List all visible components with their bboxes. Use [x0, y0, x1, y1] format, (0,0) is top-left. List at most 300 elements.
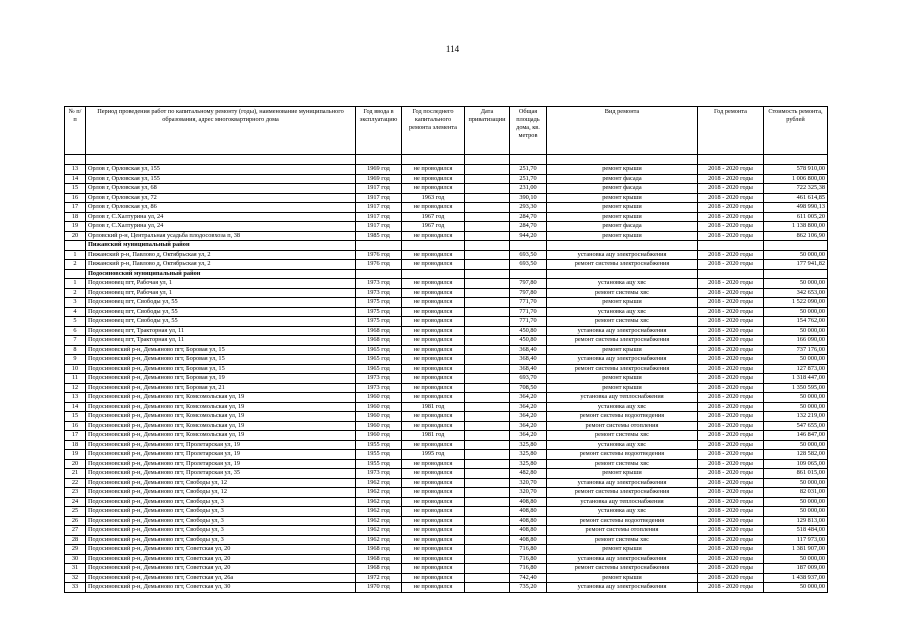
- header-spacer-row: [65, 155, 828, 165]
- cell-num: 20: [65, 231, 86, 241]
- cell-address: Подосиновский р-н, Демьяново пгт, Свободы ул, 3: [86, 516, 356, 526]
- cell-repair-type: установка ацу хвс: [547, 440, 698, 450]
- cell-repair-years: 2018 - 2020 годы: [698, 393, 764, 403]
- cell-privatization: [465, 507, 510, 517]
- cell-privatization: [465, 431, 510, 441]
- cell-last-repair: не проводился: [402, 326, 465, 336]
- cell-repair-years: 2018 - 2020 годы: [698, 374, 764, 384]
- cell-year-built: 1960 год: [356, 412, 402, 422]
- cell-last-repair: не проводился: [402, 383, 465, 393]
- cell-repair-years: 2018 - 2020 годы: [698, 450, 764, 460]
- cell-area: 364,20: [510, 431, 547, 441]
- table-row: [65, 260, 828, 270]
- cell-address: Орлов г, Орловская ул, 155: [86, 165, 356, 175]
- cell-cost: 50 000,00: [764, 355, 828, 365]
- cell-privatization: [465, 526, 510, 536]
- cell-privatization: [465, 212, 510, 222]
- cell-address: Подосиновец пгт, Свободы ул, 55: [86, 317, 356, 327]
- cell-last-repair: не проводился: [402, 478, 465, 488]
- cell-area: 797,80: [510, 288, 547, 298]
- cell-cost: 861 015,00: [764, 469, 828, 479]
- header-cost: Стоимость ремонта, рублей: [764, 107, 828, 155]
- cell-repair-type: ремонт крыши: [547, 573, 698, 583]
- cell-num: 9: [65, 355, 86, 365]
- cell-num: 26: [65, 516, 86, 526]
- cell-cost: 50 000,00: [764, 326, 828, 336]
- cell-last-repair: не проводился: [402, 184, 465, 194]
- cell-num: 2: [65, 288, 86, 298]
- cell-area: 364,20: [510, 412, 547, 422]
- cell-repair-years: 2018 - 2020 годы: [698, 336, 764, 346]
- cell-address: Подосиновский р-н, Демьяново пгт, Советская ул, 20: [86, 554, 356, 564]
- cell-privatization: [465, 516, 510, 526]
- cell-repair-type: ремонт фасада: [547, 222, 698, 232]
- table-row: [65, 459, 828, 469]
- cell-num: 12: [65, 383, 86, 393]
- section-empty-cell: [402, 269, 465, 279]
- cell-repair-type: ремонт системы электроснабжения: [547, 364, 698, 374]
- cell-repair-years: 2018 - 2020 годы: [698, 469, 764, 479]
- cell-privatization: [465, 440, 510, 450]
- cell-repair-type: ремонт крыши: [547, 374, 698, 384]
- cell-repair-years: 2018 - 2020 годы: [698, 421, 764, 431]
- cell-num: 22: [65, 478, 86, 488]
- header-area: Общая площадь дома, кв. метров: [510, 107, 547, 155]
- cell-repair-years: 2018 - 2020 годы: [698, 412, 764, 422]
- cell-num: 15: [65, 412, 86, 422]
- cell-cost: 177 941,82: [764, 260, 828, 270]
- cell-year-built: 1955 год: [356, 440, 402, 450]
- cell-repair-years: 2018 - 2020 годы: [698, 459, 764, 469]
- cell-cost: 132 219,00: [764, 412, 828, 422]
- cell-year-built: 1969 год: [356, 165, 402, 175]
- cell-repair-years: 2018 - 2020 годы: [698, 564, 764, 574]
- cell-area: 325,80: [510, 459, 547, 469]
- cell-cost: 146 847,00: [764, 431, 828, 441]
- cell-last-repair: не проводился: [402, 421, 465, 431]
- cell-repair-type: ремонт крыши: [547, 469, 698, 479]
- cell-area: 797,80: [510, 279, 547, 289]
- cell-num: 31: [65, 564, 86, 574]
- section-spacer-cell: [65, 269, 86, 279]
- cell-area: 368,40: [510, 364, 547, 374]
- cell-privatization: [465, 393, 510, 403]
- cell-year-built: 1962 год: [356, 516, 402, 526]
- table-row: [65, 402, 828, 412]
- cell-last-repair: не проводился: [402, 497, 465, 507]
- cell-last-repair: не проводился: [402, 459, 465, 469]
- cell-repair-years: 2018 - 2020 годы: [698, 298, 764, 308]
- cell-area: 708,50: [510, 383, 547, 393]
- cell-address: Подосиновский р-н, Демьяново пгт, Пролетарская ул, 35: [86, 469, 356, 479]
- header-num: № п/п: [65, 107, 86, 155]
- section-empty-cell: [547, 269, 698, 279]
- cell-cost: 50 000,00: [764, 583, 828, 593]
- header-row: [65, 107, 828, 155]
- cell-area: 482,80: [510, 469, 547, 479]
- cell-cost: 187 009,00: [764, 564, 828, 574]
- cell-area: 368,40: [510, 355, 547, 365]
- cell-repair-years: 2018 - 2020 годы: [698, 535, 764, 545]
- cell-repair-years: 2018 - 2020 годы: [698, 345, 764, 355]
- cell-privatization: [465, 307, 510, 317]
- cell-last-repair: не проводился: [402, 260, 465, 270]
- cell-privatization: [465, 288, 510, 298]
- cell-num: 7: [65, 336, 86, 346]
- cell-privatization: [465, 450, 510, 460]
- cell-repair-type: ремонт системы отопления: [547, 421, 698, 431]
- cell-repair-type: установка ацу электроснабжения: [547, 554, 698, 564]
- cell-area: 364,20: [510, 393, 547, 403]
- cell-cost: 1 318 447,00: [764, 374, 828, 384]
- table-row: [65, 288, 828, 298]
- cell-last-repair: не проводился: [402, 507, 465, 517]
- cell-area: 735,20: [510, 583, 547, 593]
- header-address: Период проведения работ по капитальному ремонту (годы), наименование муниципального образования, адрес многоквартирного дома: [86, 107, 356, 155]
- cell-last-repair: не проводился: [402, 573, 465, 583]
- cell-area: 293,30: [510, 203, 547, 213]
- header-repair-years: Год ремонта: [698, 107, 764, 155]
- cell-privatization: [465, 564, 510, 574]
- cell-num: 32: [65, 573, 86, 583]
- cell-address: Подосиновский р-н, Демьяново пгт, Советская ул, 20: [86, 545, 356, 555]
- cell-cost: 1 350 595,00: [764, 383, 828, 393]
- cell-repair-type: ремонт крыши: [547, 193, 698, 203]
- header-year-built: Год ввода в эксплуатацию: [356, 107, 402, 155]
- section-empty-cell: [698, 269, 764, 279]
- cell-privatization: [465, 184, 510, 194]
- cell-year-built: 1969 год: [356, 174, 402, 184]
- cell-year-built: 1973 год: [356, 469, 402, 479]
- cell-cost: 82 031,00: [764, 488, 828, 498]
- cell-address: Подосиновский р-н, Демьяново пгт, Советская ул, 26а: [86, 573, 356, 583]
- table-row: [65, 336, 828, 346]
- cell-area: 716,80: [510, 545, 547, 555]
- cell-cost: 50 000,00: [764, 440, 828, 450]
- cell-cost: 518 484,00: [764, 526, 828, 536]
- cell-repair-type: установка ацу электроснабжения: [547, 583, 698, 593]
- cell-cost: 109 065,00: [764, 459, 828, 469]
- cell-cost: 166 090,00: [764, 336, 828, 346]
- cell-repair-type: ремонт системы водоотведения: [547, 450, 698, 460]
- cell-area: 284,70: [510, 222, 547, 232]
- cell-year-built: 1960 год: [356, 421, 402, 431]
- table-row: [65, 564, 828, 574]
- cell-last-repair: 1981 год: [402, 431, 465, 441]
- cell-year-built: 1965 год: [356, 345, 402, 355]
- cell-repair-type: установка ацу хвс: [547, 507, 698, 517]
- cell-num: 2: [65, 260, 86, 270]
- table-row: [65, 307, 828, 317]
- cell-area: 693,70: [510, 374, 547, 384]
- cell-num: 1: [65, 279, 86, 289]
- section-row: [65, 269, 828, 279]
- cell-year-built: 1960 год: [356, 402, 402, 412]
- table-row: [65, 355, 828, 365]
- cell-last-repair: не проводился: [402, 231, 465, 241]
- section-row: [65, 241, 828, 251]
- cell-year-built: 1968 год: [356, 326, 402, 336]
- cell-repair-type: установка ацу электроснабжения: [547, 250, 698, 260]
- cell-last-repair: не проводился: [402, 307, 465, 317]
- cell-area: 284,70: [510, 212, 547, 222]
- cell-privatization: [465, 298, 510, 308]
- cell-year-built: 1975 год: [356, 317, 402, 327]
- cell-num: 13: [65, 165, 86, 175]
- cell-last-repair: не проводился: [402, 203, 465, 213]
- table-row: [65, 535, 828, 545]
- cell-privatization: [465, 488, 510, 498]
- cell-last-repair: не проводился: [402, 250, 465, 260]
- cell-num: 14: [65, 174, 86, 184]
- cell-num: 10: [65, 364, 86, 374]
- cell-area: 408,80: [510, 507, 547, 517]
- cell-address: Орлов г, Орловская ул, 72: [86, 193, 356, 203]
- cell-year-built: 1985 год: [356, 231, 402, 241]
- cell-address: Орлов г, С.Халтурина ул, 24: [86, 222, 356, 232]
- table-row: [65, 317, 828, 327]
- cell-privatization: [465, 279, 510, 289]
- table-row: [65, 431, 828, 441]
- table-row: [65, 279, 828, 289]
- cell-address: Подосиновец пгт, Рабочая ул, 1: [86, 288, 356, 298]
- cell-area: 408,80: [510, 526, 547, 536]
- cell-area: 364,20: [510, 402, 547, 412]
- cell-repair-years: 2018 - 2020 годы: [698, 583, 764, 593]
- cell-last-repair: не проводился: [402, 364, 465, 374]
- cell-privatization: [465, 412, 510, 422]
- cell-repair-years: 2018 - 2020 годы: [698, 383, 764, 393]
- cell-repair-years: 2018 - 2020 годы: [698, 488, 764, 498]
- cell-last-repair: не проводился: [402, 345, 465, 355]
- cell-repair-years: 2018 - 2020 годы: [698, 431, 764, 441]
- cell-repair-years: 2018 - 2020 годы: [698, 193, 764, 203]
- page-number: 114: [445, 44, 460, 54]
- cell-repair-type: ремонт крыши: [547, 231, 698, 241]
- cell-last-repair: не проводился: [402, 535, 465, 545]
- cell-address: Подосиновский р-н, Демьяново пгт, Комсомольская ул, 19: [86, 402, 356, 412]
- section-empty-cell: [764, 241, 828, 251]
- section-title: Пижанский муниципальный район: [86, 241, 356, 251]
- cell-num: 20: [65, 459, 86, 469]
- cell-privatization: [465, 222, 510, 232]
- cell-cost: 50 000,00: [764, 279, 828, 289]
- cell-num: 15: [65, 184, 86, 194]
- cell-address: Подосиновский р-н, Демьяново пгт, Комсомольская ул, 19: [86, 412, 356, 422]
- cell-area: 320,70: [510, 488, 547, 498]
- table-row: [65, 374, 828, 384]
- cell-area: 742,40: [510, 573, 547, 583]
- cell-privatization: [465, 193, 510, 203]
- cell-year-built: 1960 год: [356, 393, 402, 403]
- header-last-repair: Год последнего капитального ремонта элемента: [402, 107, 465, 155]
- cell-privatization: [465, 260, 510, 270]
- cell-privatization: [465, 497, 510, 507]
- cell-repair-type: ремонт крыши: [547, 212, 698, 222]
- table-row: [65, 203, 828, 213]
- cell-last-repair: 1981 год: [402, 402, 465, 412]
- cell-repair-years: 2018 - 2020 годы: [698, 355, 764, 365]
- cell-year-built: 1965 год: [356, 364, 402, 374]
- cell-area: 944,20: [510, 231, 547, 241]
- cell-area: 251,70: [510, 174, 547, 184]
- cell-last-repair: 1967 год: [402, 212, 465, 222]
- cell-privatization: [465, 231, 510, 241]
- cell-area: 231,00: [510, 184, 547, 194]
- cell-cost: 50 000,00: [764, 507, 828, 517]
- cell-privatization: [465, 402, 510, 412]
- cell-year-built: 1973 год: [356, 279, 402, 289]
- cell-repair-years: 2018 - 2020 годы: [698, 545, 764, 555]
- cell-address: Подосиновский р-н, Демьяново пгт, Комсомольская ул, 19: [86, 421, 356, 431]
- cell-repair-type: ремонт крыши: [547, 345, 698, 355]
- cell-privatization: [465, 174, 510, 184]
- cell-address: Подосиновский р-н, Демьяново пгт, Свободы ул, 12: [86, 488, 356, 498]
- cell-area: 716,80: [510, 564, 547, 574]
- cell-year-built: 1970 год: [356, 583, 402, 593]
- cell-address: Орлов г, Орловская ул, 68: [86, 184, 356, 194]
- cell-last-repair: не проводился: [402, 393, 465, 403]
- table-row: [65, 412, 828, 422]
- cell-year-built: 1955 год: [356, 459, 402, 469]
- cell-year-built: 1960 год: [356, 431, 402, 441]
- cell-last-repair: не проводился: [402, 488, 465, 498]
- cell-num: 27: [65, 526, 86, 536]
- cell-cost: 1 006 800,00: [764, 174, 828, 184]
- cell-area: 771,70: [510, 317, 547, 327]
- cell-repair-years: 2018 - 2020 годы: [698, 478, 764, 488]
- cell-year-built: 1965 год: [356, 355, 402, 365]
- cell-privatization: [465, 478, 510, 488]
- table-row: [65, 193, 828, 203]
- cell-num: 29: [65, 545, 86, 555]
- repair-registry-table: [64, 106, 828, 593]
- cell-address: Подосиновский р-н, Демьяново пгт, Свободы ул, 3: [86, 535, 356, 545]
- cell-cost: 578 910,00: [764, 165, 828, 175]
- cell-address: Подосиновский р-н, Демьяново пгт, Боровая ул, 15: [86, 364, 356, 374]
- cell-num: 13: [65, 393, 86, 403]
- section-empty-cell: [356, 241, 402, 251]
- cell-year-built: 1968 год: [356, 564, 402, 574]
- cell-repair-type: ремонт системы электроснабжения: [547, 260, 698, 270]
- cell-privatization: [465, 374, 510, 384]
- cell-cost: 117 973,00: [764, 535, 828, 545]
- cell-cost: 50 000,00: [764, 250, 828, 260]
- cell-repair-type: ремонт системы водоотведения: [547, 516, 698, 526]
- table-row: [65, 184, 828, 194]
- section-empty-cell: [698, 241, 764, 251]
- cell-last-repair: не проводился: [402, 469, 465, 479]
- header-repair-type: Вид ремонта: [547, 107, 698, 155]
- table-row: [65, 165, 828, 175]
- table-row: [65, 174, 828, 184]
- cell-area: 390,10: [510, 193, 547, 203]
- table-row: [65, 573, 828, 583]
- cell-repair-years: 2018 - 2020 годы: [698, 554, 764, 564]
- table-row: [65, 326, 828, 336]
- cell-repair-type: ремонт системы электроснабжения: [547, 564, 698, 574]
- cell-area: 364,20: [510, 421, 547, 431]
- cell-last-repair: не проводился: [402, 554, 465, 564]
- cell-address: Орлов г, Орловская ул, 86: [86, 203, 356, 213]
- section-empty-cell: [465, 241, 510, 251]
- cell-repair-type: ремонт крыши: [547, 298, 698, 308]
- cell-privatization: [465, 573, 510, 583]
- cell-last-repair: не проводился: [402, 279, 465, 289]
- cell-area: 325,80: [510, 440, 547, 450]
- cell-area: 693,50: [510, 260, 547, 270]
- cell-repair-years: 2018 - 2020 годы: [698, 174, 764, 184]
- cell-repair-type: ремонт крыши: [547, 545, 698, 555]
- table-row: [65, 507, 828, 517]
- cell-year-built: 1917 год: [356, 203, 402, 213]
- cell-repair-years: 2018 - 2020 годы: [698, 307, 764, 317]
- cell-privatization: [465, 535, 510, 545]
- cell-cost: 50 000,00: [764, 497, 828, 507]
- cell-year-built: 1917 год: [356, 222, 402, 232]
- cell-cost: 1 138 800,00: [764, 222, 828, 232]
- cell-year-built: 1962 год: [356, 526, 402, 536]
- table-row: [65, 497, 828, 507]
- cell-repair-years: 2018 - 2020 годы: [698, 507, 764, 517]
- cell-address: Подосиновский р-н, Демьяново пгт, Комсомольская ул, 19: [86, 431, 356, 441]
- cell-repair-type: ремонт системы хвс: [547, 459, 698, 469]
- cell-repair-years: 2018 - 2020 годы: [698, 288, 764, 298]
- table-row: [65, 364, 828, 374]
- table-row: [65, 526, 828, 536]
- cell-repair-type: ремонт системы водоотведения: [547, 412, 698, 422]
- cell-cost: 128 582,00: [764, 450, 828, 460]
- cell-year-built: 1968 год: [356, 336, 402, 346]
- table-row: [65, 469, 828, 479]
- section-empty-cell: [764, 269, 828, 279]
- cell-area: 693,50: [510, 250, 547, 260]
- cell-year-built: 1973 год: [356, 374, 402, 384]
- cell-privatization: [465, 355, 510, 365]
- table-row: [65, 231, 828, 241]
- cell-address: Подосиновский р-н, Демьяново пгт, Пролетарская ул, 19: [86, 450, 356, 460]
- cell-repair-years: 2018 - 2020 годы: [698, 317, 764, 327]
- cell-year-built: 1976 год: [356, 250, 402, 260]
- cell-cost: 50 000,00: [764, 393, 828, 403]
- cell-year-built: 1955 год: [356, 450, 402, 460]
- cell-repair-years: 2018 - 2020 годы: [698, 402, 764, 412]
- cell-repair-years: 2018 - 2020 годы: [698, 326, 764, 336]
- cell-privatization: [465, 421, 510, 431]
- cell-num: 24: [65, 497, 86, 507]
- cell-repair-years: 2018 - 2020 годы: [698, 573, 764, 583]
- cell-address: Подосиновский р-н, Демьяново пгт, Свободы ул, 3: [86, 497, 356, 507]
- cell-last-repair: не проводился: [402, 317, 465, 327]
- cell-repair-type: установка ацу хвс: [547, 402, 698, 412]
- cell-address: Орлов г, Орловская ул, 155: [86, 174, 356, 184]
- cell-area: 251,70: [510, 165, 547, 175]
- cell-address: Подосиновец пгт, Свободы ул, 55: [86, 298, 356, 308]
- cell-area: 450,80: [510, 336, 547, 346]
- cell-cost: 611 005,20: [764, 212, 828, 222]
- cell-last-repair: не проводился: [402, 440, 465, 450]
- cell-address: Подосиновец пгт, Рабочая ул, 1: [86, 279, 356, 289]
- cell-repair-years: 2018 - 2020 годы: [698, 526, 764, 536]
- cell-repair-type: ремонт системы хвс: [547, 535, 698, 545]
- cell-privatization: [465, 364, 510, 374]
- cell-last-repair: не проводился: [402, 174, 465, 184]
- table-row: [65, 250, 828, 260]
- cell-privatization: [465, 165, 510, 175]
- cell-repair-type: установка ацу хвс: [547, 279, 698, 289]
- cell-repair-type: ремонт фасада: [547, 174, 698, 184]
- cell-address: Подосиновский р-н, Демьяново пгт, Комсомольская ул, 19: [86, 393, 356, 403]
